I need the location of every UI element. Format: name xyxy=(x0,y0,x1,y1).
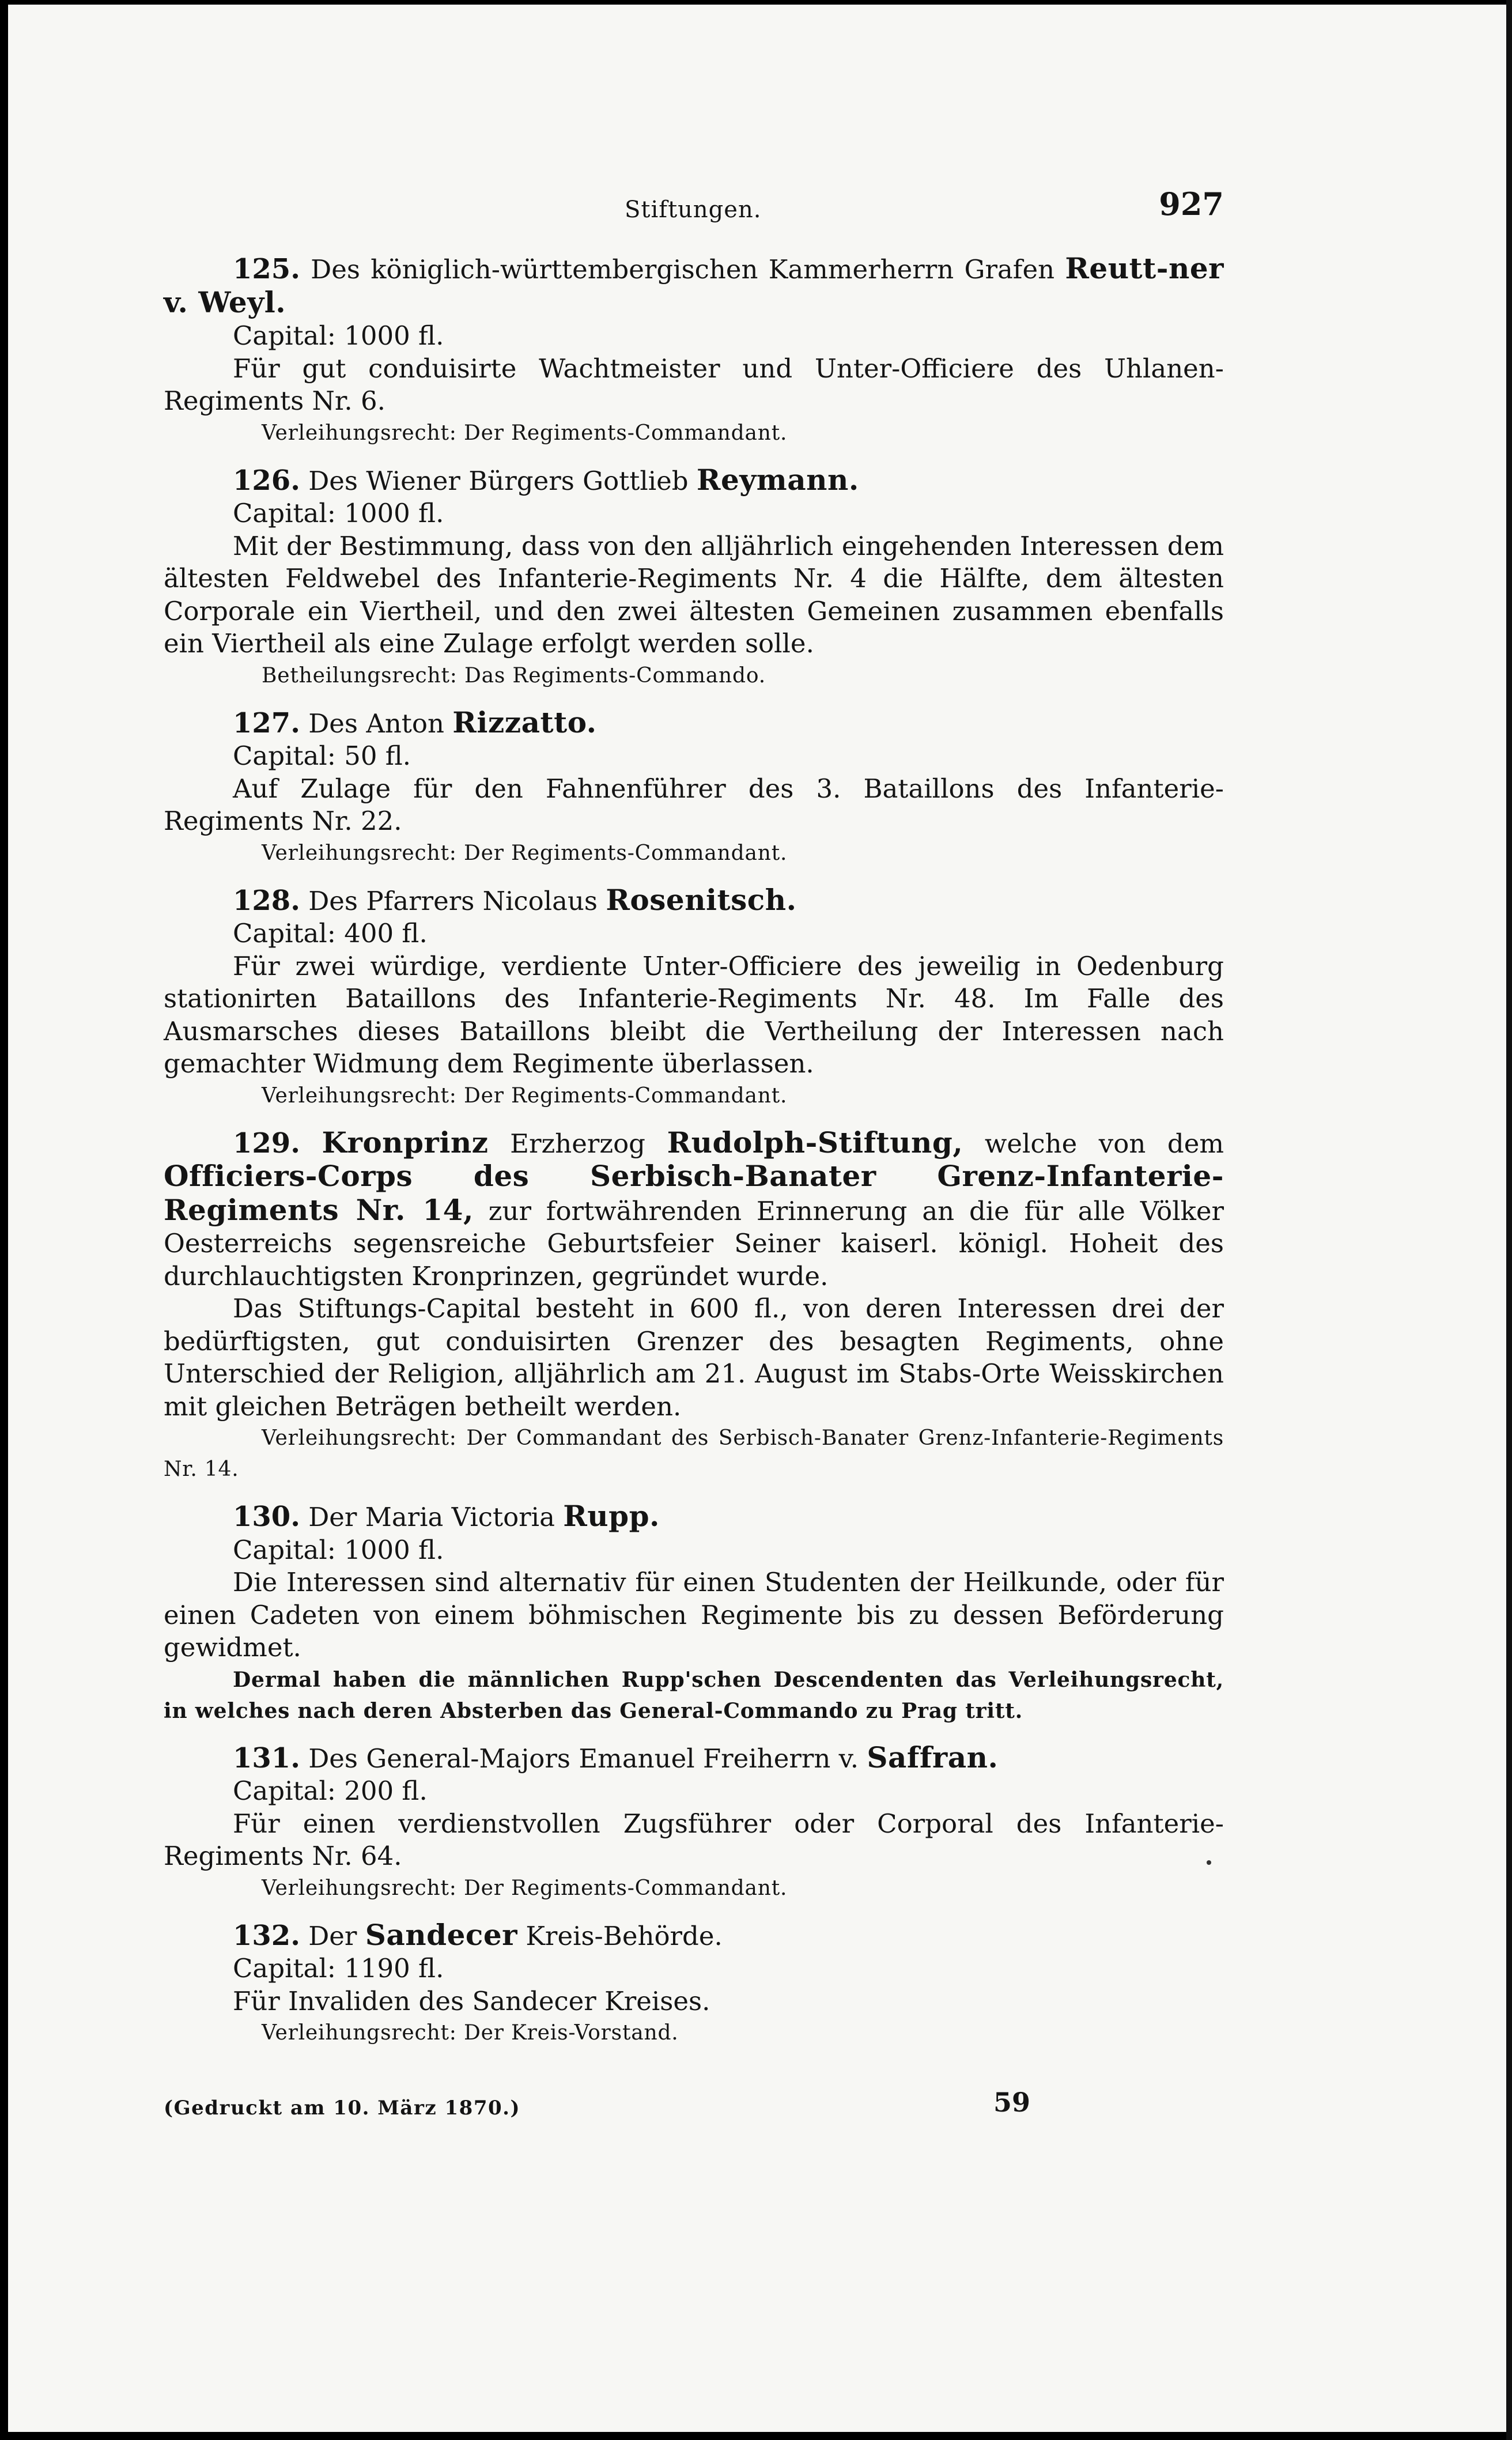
page-body xyxy=(164,252,1224,2064)
entry-text: Für zwei würdige, verdiente Unter-Officiere des jeweilig in Oedenburg stationirten Bataillons des Infanterie-Regiments Nr. 48. Im Falle des Ausmarsches dieses Bataillons bleibt die Vertheilung der Interessen nach gemachter Widmung dem Regimente überlassen. xyxy=(164,950,1224,1079)
entry-number: 125. xyxy=(233,253,300,285)
entry-text: Für einen verdienstvollen Zugsführer oder Corporal des Infanterie-Regiments Nr. 64. xyxy=(164,1808,1224,1871)
entry-125 xyxy=(164,252,1224,449)
capital-line: Capital: 400 fl. xyxy=(233,918,428,949)
right-line xyxy=(164,418,1224,449)
entry-text: Mit der Bestimmung, dass von den alljährlich eingehenden Interessen dem ältesten Feldwebel des Infanterie-Regiments Nr. 4 die Hälfte, dem ältesten Corporale ein Viertheil, und den zwei ältesten Gemeinen zusammen ebenfalls ein Viertheil als eine Zulage erfolgt werden solle. xyxy=(164,530,1224,659)
entry-text: Die Interessen sind alternativ für einen Studenten der Heilkunde, oder für einen Cadeten von einem böhmischen Regimente bis zu dessen Beförderung gewidmet. xyxy=(164,1567,1224,1663)
entry-128 xyxy=(164,884,1224,1112)
founder-name: Rupp. xyxy=(563,1499,660,1533)
entry-heading xyxy=(164,1500,1224,1534)
running-head: Stiftungen. xyxy=(625,197,762,223)
entry-heading xyxy=(164,464,1224,498)
entry-126 xyxy=(164,464,1224,692)
right-line xyxy=(164,1081,1224,1112)
entry-lead: Des Anton xyxy=(308,708,444,739)
right-value: Der Regiments-Commandant. xyxy=(463,841,788,865)
entry-lead: Der xyxy=(308,1920,357,1951)
entry-129 xyxy=(164,1127,1224,1486)
right-label: Verleihungsrecht: xyxy=(262,841,457,865)
entry-heading xyxy=(164,1919,1224,1953)
sheet-number: 59 xyxy=(993,2087,1031,2118)
entry-note: Dermal haben die männlichen Rupp'schen Descendenten das Verleihungsrecht, in welches nach deren Absterben das General-Commando zu Prag tritt. xyxy=(164,1667,1224,1723)
entry-heading xyxy=(164,884,1224,918)
page-footer xyxy=(164,2086,1224,2121)
entry-mid-b: welche von dem xyxy=(984,1128,1224,1159)
right-line xyxy=(164,838,1224,869)
right-line xyxy=(164,2018,1224,2049)
right-label: Verleihungsrecht: xyxy=(262,421,457,445)
founder-name-c: Officiers-Corps des Serbisch-Banater Grenz-Infanterie-Regiments Nr. 14, xyxy=(164,1159,1224,1227)
right-value: Der Commandant des Serbisch-Banater Grenz-Infanterie-Regiments Nr. 14. xyxy=(164,1426,1224,1481)
entry-lead: Der Maria Victoria xyxy=(308,1502,555,1532)
entry-heading xyxy=(164,1742,1224,1776)
print-date-note: (Gedruckt am 10. März 1870.) xyxy=(164,2097,521,2120)
entry-number: 132. xyxy=(233,1919,300,1952)
capital-line: Capital: 50 fl. xyxy=(233,741,411,771)
entry-lead-after: Kreis-Behörde. xyxy=(526,1920,723,1951)
entry-number: 130. xyxy=(233,1501,300,1533)
right-label: Verleihungsrecht: xyxy=(262,1426,457,1450)
entry-lead: Des Pfarrers Nicolaus xyxy=(308,885,598,916)
founder-name: Reutt-ner v. Weyl. xyxy=(164,251,1224,319)
right-label: Verleihungsrecht: xyxy=(262,1876,457,1900)
founder-name-b: Rudolph-Stiftung, xyxy=(667,1125,963,1159)
founder-name: Rosenitsch. xyxy=(606,882,797,917)
entry-tail: zur fortwährenden Erinnerung an die für alle Völker Oesterreichs segensreiche Geburtsfeier Seiner kaiserl. königl. Hoheit des durchlauchtigsten Kronprinzen, gegründet wurde. xyxy=(164,1195,1224,1291)
right-line xyxy=(164,1873,1224,1904)
founder-name: Reymann. xyxy=(696,462,859,497)
entry-number: 129. xyxy=(233,1127,300,1159)
entry-lead: Des General-Majors Emanuel Freiherrn v. xyxy=(308,1743,859,1774)
right-value: Der Regiments-Commandant. xyxy=(463,421,788,445)
founder-name: Saffran. xyxy=(867,1740,999,1774)
entry-130 xyxy=(164,1500,1224,1727)
capital-line: Capital: 200 fl. xyxy=(233,1776,428,1806)
right-value: Der Kreis-Vorstand. xyxy=(463,2021,679,2045)
entry-heading xyxy=(164,1127,1224,1293)
right-label: Verleihungsrecht: xyxy=(262,1083,457,1108)
page-number: 927 xyxy=(1159,186,1224,222)
entry-text: Für Invaliden des Sandecer Kreises. xyxy=(233,1985,710,2016)
entry-text: Für gut conduisirte Wachtmeister und Unter-Officiere des Uhlanen-Regiments Nr. 6. xyxy=(164,353,1224,416)
founder-name: Rizzatto. xyxy=(452,705,597,739)
capital-line: Capital: 1190 fl. xyxy=(233,1953,444,1984)
entry-heading xyxy=(164,707,1224,741)
founder-name-a: Kronprinz xyxy=(322,1125,489,1159)
right-label: Betheilungsrecht: xyxy=(262,663,458,688)
right-value: Der Regiments-Commandant. xyxy=(463,1083,788,1108)
right-value: Das Regiments-Commando. xyxy=(464,663,766,688)
scan-speck xyxy=(1207,1860,1211,1865)
entry-number: 127. xyxy=(233,707,300,739)
entry-132 xyxy=(164,1919,1224,2049)
right-line xyxy=(164,1423,1224,1485)
entry-127 xyxy=(164,707,1224,869)
entry-mid-a: Erzherzog xyxy=(510,1128,645,1159)
entry-lead: Des königlich-württembergischen Kammerherrn Grafen xyxy=(311,254,1055,285)
capital-line: Capital: 1000 fl. xyxy=(233,1534,444,1565)
scan-edge xyxy=(1506,0,1512,2440)
founder-name: Sandecer xyxy=(365,1917,517,1952)
entry-number: 126. xyxy=(233,464,300,497)
capital-line: Capital: 1000 fl. xyxy=(233,320,444,351)
entry-number: 128. xyxy=(233,884,300,917)
entry-text: Das Stiftungs-Capital besteht in 600 fl., von deren Interessen drei der bedürftigsten, gut conduisirten Grenzer des besagten Regiments, ohne Unterschied der Religion, alljährlich am 21. August im Stabs-Orte Weisskirchen mit gleichen Beträgen betheilt werden. xyxy=(164,1293,1224,1422)
page-header xyxy=(164,188,1224,228)
right-line xyxy=(164,660,1224,692)
entry-heading xyxy=(164,252,1224,320)
entry-lead: Des Wiener Bürgers Gottlieb xyxy=(308,465,689,496)
scanned-page xyxy=(8,5,1506,2432)
entry-131 xyxy=(164,1742,1224,1904)
right-value: Der Regiments-Commandant. xyxy=(463,1876,788,1900)
right-label: Verleihungsrecht: xyxy=(262,2021,457,2045)
capital-line: Capital: 1000 fl. xyxy=(233,498,444,528)
entry-number: 131. xyxy=(233,1742,300,1774)
entry-text: Auf Zulage für den Fahnenführer des 3. Bataillons des Infanterie-Regiments Nr. 22. xyxy=(164,773,1224,836)
